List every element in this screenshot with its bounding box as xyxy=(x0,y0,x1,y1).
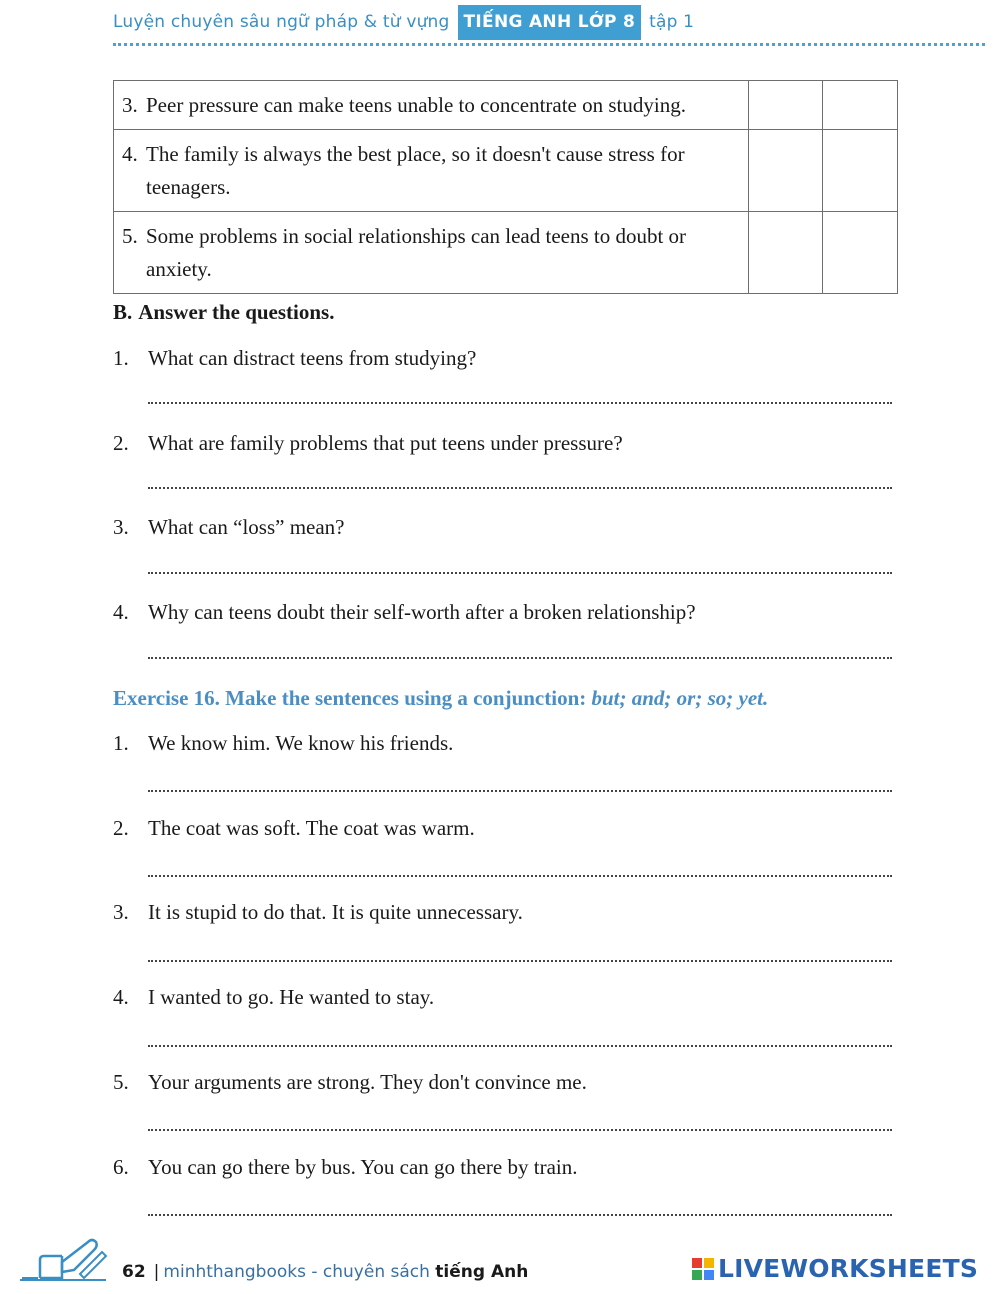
answer-line[interactable] xyxy=(148,487,892,489)
exercise-item: 2. The coat was soft. The coat was warm. xyxy=(113,816,475,840)
answer-line[interactable] xyxy=(148,1129,892,1131)
answer-line[interactable] xyxy=(148,875,892,877)
table-row xyxy=(114,212,898,294)
answer-line[interactable] xyxy=(148,790,892,792)
statement-cell: 3. Peer pressure can make teens unable to concentrate on studying. xyxy=(114,81,749,130)
answer-line[interactable] xyxy=(148,572,892,574)
running-header xyxy=(113,0,694,44)
exercise-item: 4. I wanted to go. He wanted to stay. xyxy=(113,985,435,1009)
false-answer-cell[interactable] xyxy=(823,212,898,294)
question-item: 3. What can “loss” mean? xyxy=(113,515,345,539)
question-item: 2. What are family problems that put teens under pressure? xyxy=(113,431,623,455)
writing-hand-icon xyxy=(18,1232,108,1284)
answer-line[interactable] xyxy=(148,1045,892,1047)
statement-cell: 5. Some problems in social relationships can lead teens to doubt or anxiety. xyxy=(114,212,749,294)
book-title: Luyện chuyên sâu ngữ pháp & từ vựng xyxy=(113,12,450,32)
answer-line[interactable] xyxy=(148,657,892,659)
statement-cell: 4. The family is always the best place, so it doesn't cause stress for teenagers. xyxy=(114,130,749,212)
exercise-item: 6. You can go there by bus. You can go there by train. xyxy=(113,1155,578,1179)
exercise-item: 5. Your arguments are strong. They don't convince me. xyxy=(113,1070,587,1094)
true-answer-cell[interactable] xyxy=(748,130,823,212)
answer-line[interactable] xyxy=(148,402,892,404)
true-false-table xyxy=(113,80,898,294)
table-row xyxy=(114,130,898,212)
answer-line[interactable] xyxy=(148,1214,892,1216)
liveworksheets-logo-icon xyxy=(692,1258,714,1280)
question-item: 1. What can distract teens from studying? xyxy=(113,346,477,370)
page-number: 62 xyxy=(122,1262,146,1282)
exercise-item: 1. We know him. We know his friends. xyxy=(113,731,454,755)
table-row xyxy=(114,81,898,130)
true-answer-cell[interactable] xyxy=(748,212,823,294)
volume-label: tập 1 xyxy=(649,12,695,32)
exercise-16-heading: Exercise 16. Make the sentences using a conjunction: but; and; or; so; yet. xyxy=(113,686,769,710)
header-divider xyxy=(113,43,985,46)
true-answer-cell[interactable] xyxy=(748,81,823,130)
false-answer-cell[interactable] xyxy=(823,81,898,130)
question-item: 4. Why can teens doubt their self-worth after a broken relationship? xyxy=(113,600,696,624)
section-b-heading: B. Answer the questions. xyxy=(113,300,335,324)
footer-publisher: 62 | minhthangbooks - chuyên sách tiếng Anh xyxy=(122,1262,529,1282)
liveworksheets-watermark: LIVEWORKSHEETS xyxy=(692,1254,978,1283)
exercise-item: 3. It is stupid to do that. It is quite unnecessary. xyxy=(113,900,523,924)
grade-badge: TIẾNG ANH LỚP 8 xyxy=(458,5,642,40)
false-answer-cell[interactable] xyxy=(823,130,898,212)
answer-line[interactable] xyxy=(148,960,892,962)
